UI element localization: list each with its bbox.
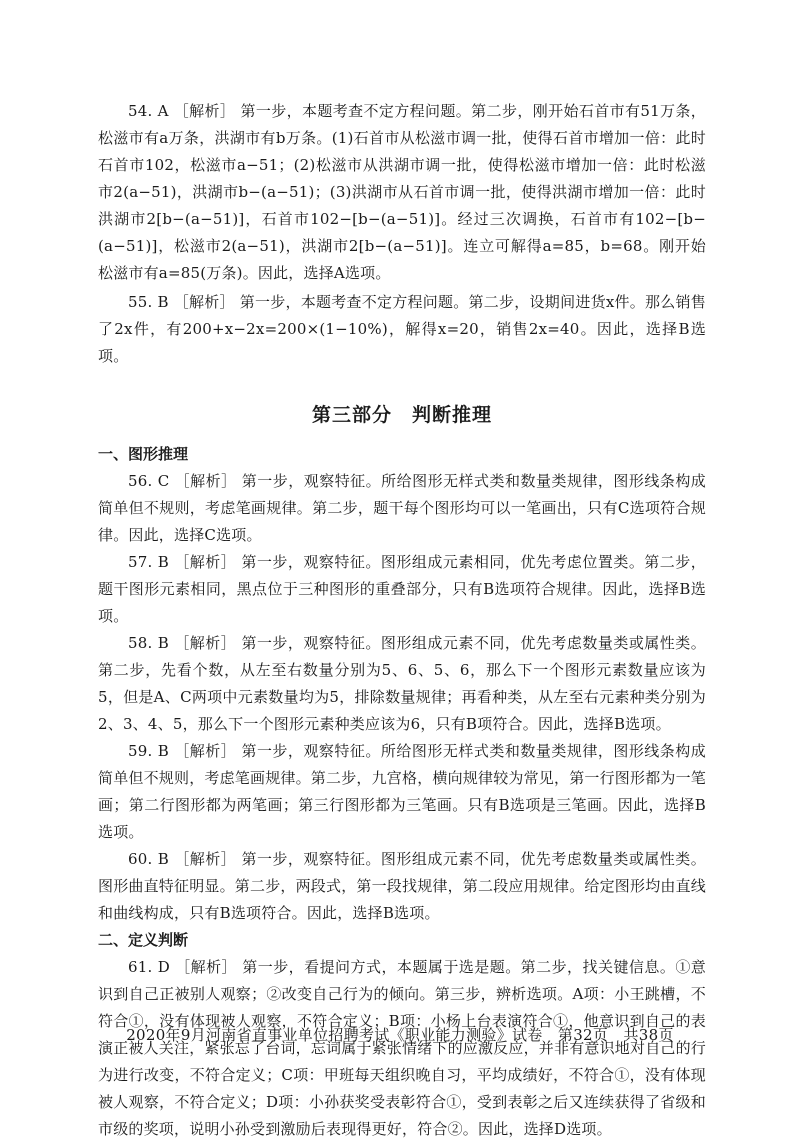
answer-56: 56. C ［解析］ 第一步，观察特征。所给图形无样式类和数量类规律，图形线条构成简单但不规则，考虑笔画规律。第二步，题干每个图形均可以一笔画出，只有C选项符合规律。因此，选择C选项。	[98, 472, 706, 544]
answer-59: 59. B ［解析］ 第一步，观察特征。所给图形无样式类和数量类规律，图形线条构成简单但不规则，考虑笔画规律。第二步，九宫格，横向规律较为常见，第一行图形都为一笔画；第二行图形都为两笔画；第三行图形都为三笔画。只有B选项是三笔画。因此，选择B选项。	[98, 742, 707, 841]
subhead-definition-judgment: 二、定义判断	[98, 931, 189, 949]
answer-60: 60. B ［解析］ 第一步，观察特征。图形组成元素不同，优先考虑数量类或属性类。图形曲直特征明显。第二步，两段式，第一段找规律，第二段应用规律。给定图形均由直线和曲线构成，只有B选项符合。因此，选择B选项。	[98, 850, 707, 922]
answer-55: 55. B ［解析］ 第一步，本题考查不定方程问题。第二步，设期间进货x件。那么销售了2x件，有200+x−2x=200×(1−10%)，解得x=20，销售2x=40。因此，选择B选项。	[98, 293, 706, 365]
answer-58: 58. B ［解析］ 第一步，观察特征。图形组成元素不同，优先考虑数量类或属性类。第二步，先看个数，从左至右数量分别为5、6、5、6，那么下一个图形元素数量应该为5，但是A、C两项中元素数量均为5，排除数量规律；再看种类，从左至右元素种类分别为2、3、4、5，那么下一个图形元素种类应该为6，只有B项符合。因此，选择B选项。	[98, 634, 706, 733]
section-title: 第三部分 判断推理	[311, 404, 492, 426]
page-footer: 2020年9月河南省直事业单位招聘考试《职业能力测验》试卷 第32页 共38页	[126, 1026, 674, 1044]
answer-61: 61. D ［解析］ 第一步，看提问方式，本题属于选是题。第二步，找关键信息。①意识到自己正被别人观察；②改变自己行为的倾向。第三步，辨析选项。A项：小王跳槽，不符合①，没有体现被人观察，不符合定义；B项：小杨上台表演符合①，他意识到自己的表演正被人关注，紧张忘了台词，忘词属于紧张情绪下的应激反应，并非有意识地对自己的行为进行改变，不符合定义；C项：甲班每天组织晚自习，平均成绩好，不符合①，没有体现被人观察，不符合定义；D项：小孙获奖受表彰符合①，受到表彰之后又连续获得了省级和市级的奖项，说明小孙受到激励后表现得更好，符合②。因此，选择D选项。	[98, 958, 707, 1138]
answer-54: 54. A ［解析］ 第一步，本题考查不定方程问题。第二步，刚开始石首市有51万条，松滋市有a万条，洪湖市有b万条。(1)石首市从松滋市调一批，使得石首市增加一倍：此时石首市102，松滋市a−51；(2)松滋市从洪湖市调一批，使得松滋市增加一倍：此时松滋市2(a−51)，洪湖市b−(a−51)；(3)洪湖市从石首市调一批，使得洪湖市增加一倍：此时洪湖市2[b−(a−51)]，石首市102−[b−(a−51)]。经过三次调换，石首市有102−[b−(a−51)]，松滋市2(a−51)，洪湖市2[b−(a−51)]。连立可解得a=85，b=68。刚开始松滋市有a=85(万条)。因此，选择A选项。	[98, 102, 706, 282]
answer-57: 57. B ［解析］ 第一步，观察特征。图形组成元素相同，优先考虑位置类。第二步，题干图形元素相同，黑点位于三种图形的重叠部分，只有B选项符合规律。因此，选择B选项。	[98, 553, 706, 625]
subhead-graph-reasoning: 一、图形推理	[98, 445, 189, 463]
